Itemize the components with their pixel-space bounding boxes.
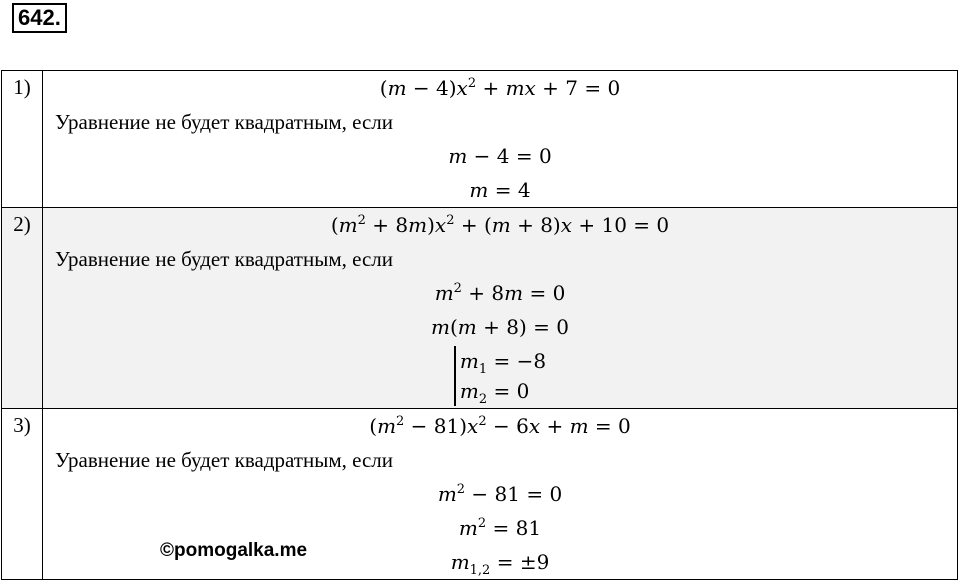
watermark: ©pomogalka.me: [160, 540, 308, 561]
row-number: 3): [2, 409, 43, 580]
solution-row-1: [2, 71, 958, 208]
step-1: $m^2 - 81 = 0$: [437, 482, 563, 506]
row-content: [43, 208, 958, 409]
equation: $(m^2 + 8m)x^2 + (m + 8)x + 10 = 0$: [330, 213, 670, 237]
row-number: 2): [2, 208, 43, 409]
step-3: $m_{1,2} = \pm 9$: [450, 550, 550, 578]
step-2: m = 4: [469, 178, 531, 202]
condition-text: Уравнение не будет квадратным, если: [55, 247, 393, 271]
row-content: [43, 71, 958, 208]
step-1: m − 4 = 0: [448, 144, 552, 168]
equation: $(m^2 - 81)x^2 - 6x + m = 0$: [369, 414, 631, 438]
solution-row-3: [2, 409, 958, 580]
equation: $(m - 4)x^2$ + mx + 7 = 0: [379, 76, 621, 100]
condition-text: Уравнение не будет квадратным, если: [55, 448, 393, 472]
system-bracket: $m_1 = -8$ $m_2 = 0$: [454, 346, 546, 406]
step-1: $m^2 + 8m = 0$: [434, 281, 566, 305]
solution-row-2: [2, 208, 958, 409]
solution-system: [43, 344, 957, 408]
step-2: m(m + 8) = 0: [431, 315, 569, 339]
condition-text: Уравнение не будет квадратным, если: [55, 110, 393, 134]
row-number: 1): [2, 71, 43, 208]
problem-number: 642.: [12, 3, 67, 33]
solution-table: [1, 70, 958, 580]
step-2: $m^2 = 81$: [458, 516, 542, 540]
